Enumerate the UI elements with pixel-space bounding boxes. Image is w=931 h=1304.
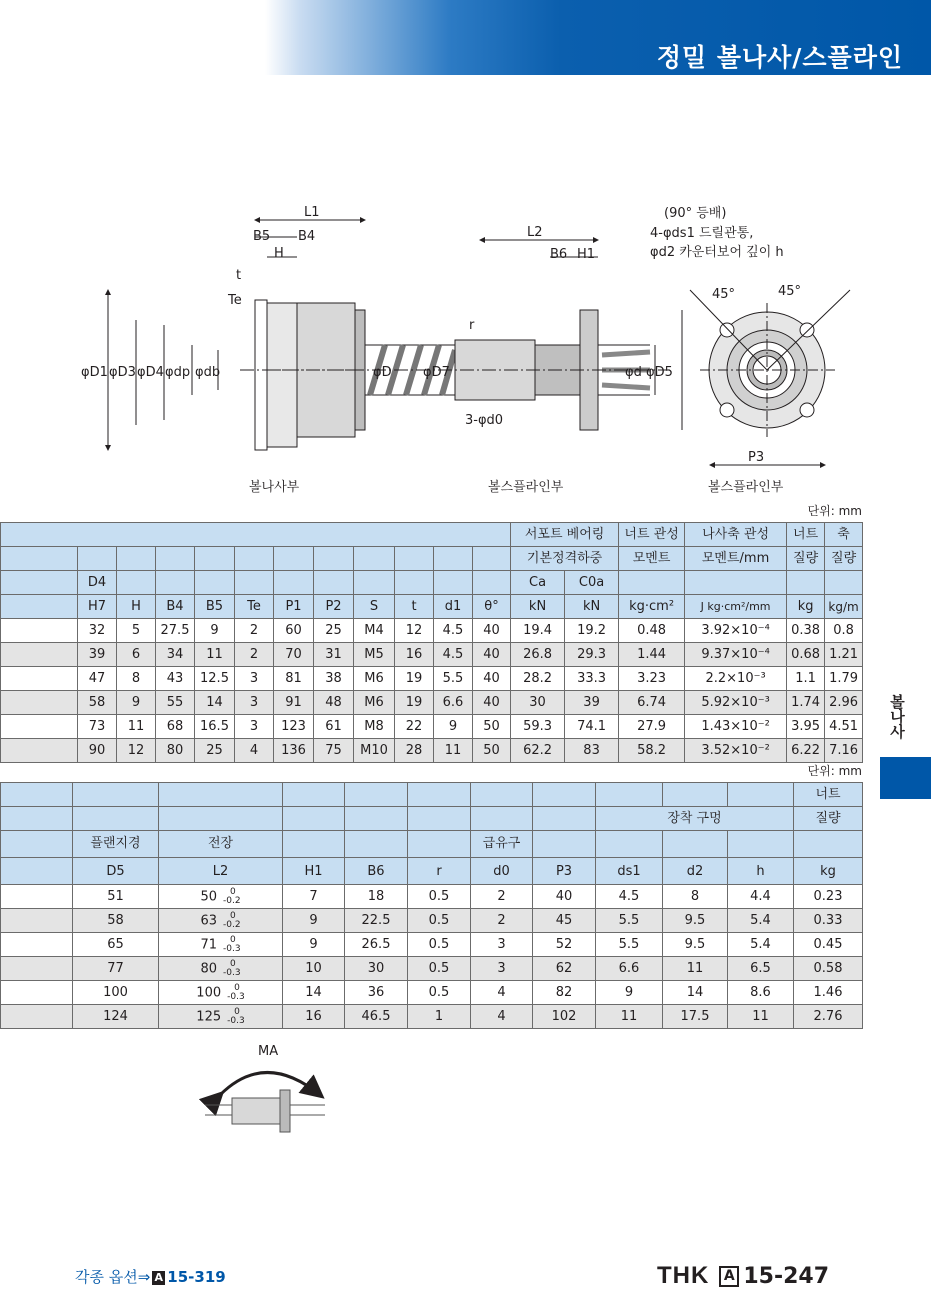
flange: [255, 300, 267, 450]
table-cell: 90: [78, 739, 117, 763]
table-cell: 11: [117, 715, 156, 739]
table-cell: 1.21: [825, 643, 863, 667]
table-cell-r: 0.5: [408, 885, 471, 909]
table-cell: 19: [395, 667, 434, 691]
dim-D: φD: [373, 365, 392, 380]
table-cell-H1: 14: [283, 981, 345, 1005]
dim-H1: H1: [577, 247, 596, 262]
table-cell-mass: 0.23: [794, 885, 863, 909]
table-cell: 32: [78, 619, 117, 643]
table-cell: M5: [354, 643, 395, 667]
table-cell: 6: [117, 643, 156, 667]
table-cell: 83: [565, 739, 619, 763]
table-cell: 1.44: [619, 643, 685, 667]
header-mass: 너트: [794, 783, 863, 807]
table-cell: 2: [235, 619, 274, 643]
side-tab-label: 볼나사: [888, 693, 906, 739]
table-cell-H1: 16: [283, 1005, 345, 1029]
table-cell-B6: 46.5: [345, 1005, 408, 1029]
footer-options-text: 각종 옵션⇒: [75, 1268, 151, 1286]
footer-options-box: A: [152, 1271, 165, 1285]
table-cell-L2: [159, 909, 283, 933]
caption-end-view: 볼스플라인부: [708, 480, 784, 495]
table-cell: 43: [156, 667, 195, 691]
table-cell-ds1: 5.5: [596, 909, 663, 933]
col-B6: B6: [345, 858, 408, 885]
table-cell: 2: [235, 643, 274, 667]
table-cell: 12.5: [195, 667, 235, 691]
page-box: A: [719, 1266, 739, 1287]
table-row: [1, 909, 863, 933]
table-cell: 3: [235, 715, 274, 739]
dim-P3: P3: [748, 450, 765, 465]
table-cell-d2: 8: [663, 885, 728, 909]
table-cell-r: 1: [408, 1005, 471, 1029]
dim-L2: L2: [527, 225, 543, 240]
length-value: 50: [200, 889, 217, 904]
table-cell: 29.3: [565, 643, 619, 667]
table-cell-P3: 102: [533, 1005, 596, 1029]
col-theta: θ°: [473, 595, 511, 619]
dim-D5: φD5: [646, 365, 673, 380]
table-cell-B6: 26.5: [345, 933, 408, 957]
table-cell-ds1: 4.5: [596, 885, 663, 909]
table-row: [1, 885, 863, 909]
table-cell: 11: [434, 739, 473, 763]
table-cell: 4: [235, 739, 274, 763]
table-cell-ds1: 5.5: [596, 933, 663, 957]
header-support-bearing-2: 기본정격하중: [511, 547, 619, 571]
table-cell: 11: [195, 643, 235, 667]
table-cell-r: 0.5: [408, 909, 471, 933]
unit-shaft-mass: kg/m: [825, 595, 863, 619]
col-D4-tol: H7: [78, 595, 117, 619]
table-cell: 14: [195, 691, 235, 715]
table-cell-H1: 9: [283, 909, 345, 933]
table-cell: 39: [78, 643, 117, 667]
table-row: [1, 715, 863, 739]
length-value: 71: [200, 937, 217, 952]
table-row: [1, 957, 863, 981]
table-cell-d0: 3: [471, 957, 533, 981]
header-nut-inertia: 너트 관성: [619, 523, 685, 547]
moment-diagram: [190, 1040, 340, 1145]
header-mounting-holes: 장착 구멍: [596, 807, 794, 831]
col-lube: 급유구: [471, 831, 533, 858]
table-cell: 7.16: [825, 739, 863, 763]
col-t: t: [395, 595, 434, 619]
technical-drawing: [50, 195, 880, 505]
table-cell-h: 6.5: [728, 957, 794, 981]
table-cell-d2: 17.5: [663, 1005, 728, 1029]
table-cell-d2: 11: [663, 957, 728, 981]
table-cell-mass: 0.58: [794, 957, 863, 981]
side-tab-marker: [880, 757, 931, 799]
table-cell: 1.1: [787, 667, 825, 691]
table-cell-h: 11: [728, 1005, 794, 1029]
table-cell: 75: [314, 739, 354, 763]
table-cell: 16.5: [195, 715, 235, 739]
table-cell-ds1: 6.6: [596, 957, 663, 981]
table-cell-r: 0.5: [408, 957, 471, 981]
col-D4: D4: [78, 571, 117, 595]
col-C0a: C0a: [565, 571, 619, 595]
table-cell: M4: [354, 619, 395, 643]
table-cell: 28: [395, 739, 434, 763]
table-cell: 8: [117, 667, 156, 691]
dim-d0: 3-φd0: [465, 413, 504, 428]
table-cell: 33.3: [565, 667, 619, 691]
table-cell: M6: [354, 691, 395, 715]
table-cell: 0.38: [787, 619, 825, 643]
table-cell-r: 0.5: [408, 933, 471, 957]
col-H1: H1: [283, 858, 345, 885]
table-cell: 2.96: [825, 691, 863, 715]
col-C0a-unit: kN: [565, 595, 619, 619]
table-cell: 40: [473, 643, 511, 667]
table-cell-H1: 9: [283, 933, 345, 957]
table-cell: 68: [156, 715, 195, 739]
table-cell-d2: 9.5: [663, 933, 728, 957]
dim-D4: φD4: [137, 365, 164, 380]
table-cell-h: 4.4: [728, 885, 794, 909]
table-cell-B6: 22.5: [345, 909, 408, 933]
note-line2: 4-φds1 드릴관통,: [650, 226, 754, 241]
table-cell: 50: [473, 715, 511, 739]
col-S: S: [354, 595, 395, 619]
col-P1: P1: [274, 595, 314, 619]
table-cell: 1.43×10⁻²: [685, 715, 787, 739]
table-cell: 50: [473, 739, 511, 763]
table-cell-D5: 58: [73, 909, 159, 933]
table-cell-h: 5.4: [728, 933, 794, 957]
dim-dp: φdp: [165, 365, 191, 380]
table-cell: 0.8: [825, 619, 863, 643]
header-shaft-mass-2: 질량: [825, 547, 863, 571]
unit-nut-inertia: kg·cm²: [619, 595, 685, 619]
header-mass-2: 질량: [794, 807, 863, 831]
table-cell: 81: [274, 667, 314, 691]
page-number: 15-247: [743, 1264, 829, 1289]
table-cell: 60: [274, 619, 314, 643]
table-cell-P3: 82: [533, 981, 596, 1005]
table-cell: 22: [395, 715, 434, 739]
caption-ballscrew: 볼나사부: [249, 480, 300, 495]
dim-L1: L1: [304, 205, 320, 220]
dim-D1: φD1: [81, 365, 108, 380]
col-Te: Te: [235, 595, 274, 619]
table-cell: 59.3: [511, 715, 565, 739]
col-Ca-unit: kN: [511, 595, 565, 619]
table-cell-P3: 45: [533, 909, 596, 933]
col-P3: P3: [533, 858, 596, 885]
table-cell: 4.5: [434, 619, 473, 643]
unit-nut-mass: kg: [787, 595, 825, 619]
table-cell: 3: [235, 667, 274, 691]
col-Ca: Ca: [511, 571, 565, 595]
table-cell-mass: 0.45: [794, 933, 863, 957]
table-cell-ds1: 9: [596, 981, 663, 1005]
dimension-table-2: [0, 782, 863, 1029]
dim-D3: φD3: [109, 365, 136, 380]
table-cell-B6: 30: [345, 957, 408, 981]
table-cell: M6: [354, 667, 395, 691]
table-cell: M10: [354, 739, 395, 763]
unit-label-2: 단위: mm: [807, 764, 862, 778]
table-cell: 48: [314, 691, 354, 715]
moment-label: MA: [258, 1044, 279, 1059]
table-cell: 38: [314, 667, 354, 691]
table-cell: 2.2×10⁻³: [685, 667, 787, 691]
table-cell-D5: 51: [73, 885, 159, 909]
table-cell-L2: [159, 933, 283, 957]
dim-H: H: [274, 246, 284, 261]
table-cell: 58.2: [619, 739, 685, 763]
table-cell-d0: 3: [471, 933, 533, 957]
table-cell: 5.92×10⁻³: [685, 691, 787, 715]
table-cell-d2: 14: [663, 981, 728, 1005]
table-row: [1, 739, 863, 763]
table-cell: 6.22: [787, 739, 825, 763]
col-length: 전장: [159, 831, 283, 858]
table-cell-B6: 36: [345, 981, 408, 1005]
table-row: [1, 1005, 863, 1029]
dim-d: φd: [625, 365, 642, 380]
length-value: 63: [200, 913, 217, 928]
table-cell: 27.9: [619, 715, 685, 739]
col-H: H: [117, 595, 156, 619]
col-d1: d1: [434, 595, 473, 619]
dim-D7: φD7: [423, 365, 450, 380]
table-cell: 5: [117, 619, 156, 643]
col-B4: B4: [156, 595, 195, 619]
table-cell: 3.23: [619, 667, 685, 691]
table-cell: 16: [395, 643, 434, 667]
table-cell: 9: [117, 691, 156, 715]
table-cell: 0.48: [619, 619, 685, 643]
table-cell: 9: [434, 715, 473, 739]
table-cell-d0: 4: [471, 981, 533, 1005]
dim-db: φdb: [195, 365, 221, 380]
table-cell: 6.6: [434, 691, 473, 715]
dim-r: r: [469, 318, 475, 333]
table-cell-H1: 7: [283, 885, 345, 909]
table-cell: 31: [314, 643, 354, 667]
table-cell: 19.2: [565, 619, 619, 643]
table-cell: 3.52×10⁻²: [685, 739, 787, 763]
table-cell: 1.74: [787, 691, 825, 715]
table-cell-h: 5.4: [728, 909, 794, 933]
table-cell-L2: [159, 1005, 283, 1029]
col-L2: L2: [159, 858, 283, 885]
length-value: 125: [196, 1009, 222, 1024]
table-cell: 40: [473, 619, 511, 643]
header-shaft-inertia: 나사축 관성: [685, 523, 787, 547]
page-title: 정밀 볼나사/스플라인: [656, 43, 903, 72]
table-cell: 28.2: [511, 667, 565, 691]
table-cell: 40: [473, 691, 511, 715]
table-cell-P3: 62: [533, 957, 596, 981]
table-cell: 136: [274, 739, 314, 763]
table-cell: 70: [274, 643, 314, 667]
header-shaft-mass: 축: [825, 523, 863, 547]
angle-45-right: 45°: [778, 284, 802, 299]
col-flange: 플랜지경: [73, 831, 159, 858]
table-cell-L2: [159, 981, 283, 1005]
table-cell: 73: [78, 715, 117, 739]
col-r: r: [408, 858, 471, 885]
footer-options-ref: 15-319: [167, 1268, 226, 1286]
table-cell-H1: 10: [283, 957, 345, 981]
table-cell-d0: 4: [471, 1005, 533, 1029]
table-cell: 80: [156, 739, 195, 763]
table-cell-mass: 1.46: [794, 981, 863, 1005]
col-d0: d0: [471, 858, 533, 885]
table-cell: 9: [195, 619, 235, 643]
table-cell: 25: [195, 739, 235, 763]
length-tolerance: 0 -0.2: [222, 886, 241, 906]
header-nut-inertia-2: 모멘트: [619, 547, 685, 571]
brand-logo: THK: [657, 1262, 710, 1289]
table-cell-h: 8.6: [728, 981, 794, 1005]
table-cell-d0: 2: [471, 909, 533, 933]
table-row: [1, 981, 863, 1005]
table-cell: 39: [565, 691, 619, 715]
table-cell-D5: 65: [73, 933, 159, 957]
unit-label-1: 단위: mm: [807, 504, 862, 518]
table-cell: M8: [354, 715, 395, 739]
table-row: [1, 619, 863, 643]
table-cell: 9.37×10⁻⁴: [685, 643, 787, 667]
table-cell: 26.8: [511, 643, 565, 667]
table-cell: 3: [235, 691, 274, 715]
table-cell: 27.5: [156, 619, 195, 643]
length-tolerance: 0 -0.3: [227, 982, 245, 1002]
table-cell: 0.68: [787, 643, 825, 667]
table-row: [1, 643, 863, 667]
table-cell-ds1: 11: [596, 1005, 663, 1029]
table-cell-B6: 18: [345, 885, 408, 909]
dim-Te: Te: [228, 293, 242, 308]
table-row: [1, 933, 863, 957]
col-h: h: [728, 858, 794, 885]
length-tolerance: 0 -0.2: [222, 910, 241, 930]
header-shaft-inertia-2: 모멘트/mm: [685, 547, 787, 571]
length-tolerance: 0 -0.3: [227, 1006, 245, 1026]
table-cell: 25: [314, 619, 354, 643]
col-ds1: ds1: [596, 858, 663, 885]
table-cell: 5.5: [434, 667, 473, 691]
dim-B4: B4: [298, 229, 316, 244]
col-mass-unit: kg: [794, 858, 863, 885]
table-cell: 3.92×10⁻⁴: [685, 619, 787, 643]
table-cell: 19.4: [511, 619, 565, 643]
table-row: [1, 691, 863, 715]
header-support-bearing: 서포트 베어링: [511, 523, 619, 547]
table-cell: 58: [78, 691, 117, 715]
table-cell-D5: 77: [73, 957, 159, 981]
col-P2: P2: [314, 595, 354, 619]
table-cell: 6.74: [619, 691, 685, 715]
col-B5: B5: [195, 595, 235, 619]
footer-options-link[interactable]: [75, 1266, 226, 1287]
table-cell: 19: [395, 691, 434, 715]
dim-B5: B5: [253, 229, 271, 244]
table-cell-P3: 52: [533, 933, 596, 957]
table-cell: 40: [473, 667, 511, 691]
table-cell: 91: [274, 691, 314, 715]
table-cell: 34: [156, 643, 195, 667]
header-nut-mass-2: 질량: [787, 547, 825, 571]
table-cell-D5: 124: [73, 1005, 159, 1029]
table-cell: 30: [511, 691, 565, 715]
table-cell-d0: 2: [471, 885, 533, 909]
table-cell: 12: [117, 739, 156, 763]
footer-brand: [657, 1262, 829, 1290]
dim-t: t: [236, 268, 242, 283]
length-tolerance: 0 -0.3: [222, 958, 241, 978]
table-cell: 12: [395, 619, 434, 643]
note-line3: φd2 카운터보어 깊이 h: [650, 245, 784, 260]
caption-spline: 볼스플라인부: [488, 480, 564, 495]
table-cell-r: 0.5: [408, 981, 471, 1005]
table-cell-d2: 9.5: [663, 909, 728, 933]
table-cell: 4.5: [434, 643, 473, 667]
length-value: 100: [196, 985, 222, 1000]
col-D5: D5: [73, 858, 159, 885]
table-cell-L2: [159, 885, 283, 909]
unit-shaft-inertia: J kg·cm²/mm: [685, 595, 787, 619]
table-cell-P3: 40: [533, 885, 596, 909]
table-cell: 62.2: [511, 739, 565, 763]
header-nut-mass: 너트: [787, 523, 825, 547]
col-d2: d2: [663, 858, 728, 885]
table-cell: 47: [78, 667, 117, 691]
angle-45-left: 45°: [712, 287, 736, 302]
table-cell-L2: [159, 957, 283, 981]
table-cell: 61: [314, 715, 354, 739]
table-cell: 74.1: [565, 715, 619, 739]
table-cell: 55: [156, 691, 195, 715]
table-cell: 4.51: [825, 715, 863, 739]
table-row: [1, 667, 863, 691]
dim-B6: B6: [550, 247, 568, 262]
table-cell: 3.95: [787, 715, 825, 739]
table-cell: 1.79: [825, 667, 863, 691]
length-value: 80: [200, 961, 217, 976]
table-cell-D5: 100: [73, 981, 159, 1005]
length-tolerance: 0 -0.3: [222, 934, 241, 954]
note-line1: (90° 등배): [664, 206, 727, 221]
table-cell-mass: 0.33: [794, 909, 863, 933]
table-cell-mass: 2.76: [794, 1005, 863, 1029]
dimension-table-1: [0, 522, 863, 763]
table-cell: 123: [274, 715, 314, 739]
